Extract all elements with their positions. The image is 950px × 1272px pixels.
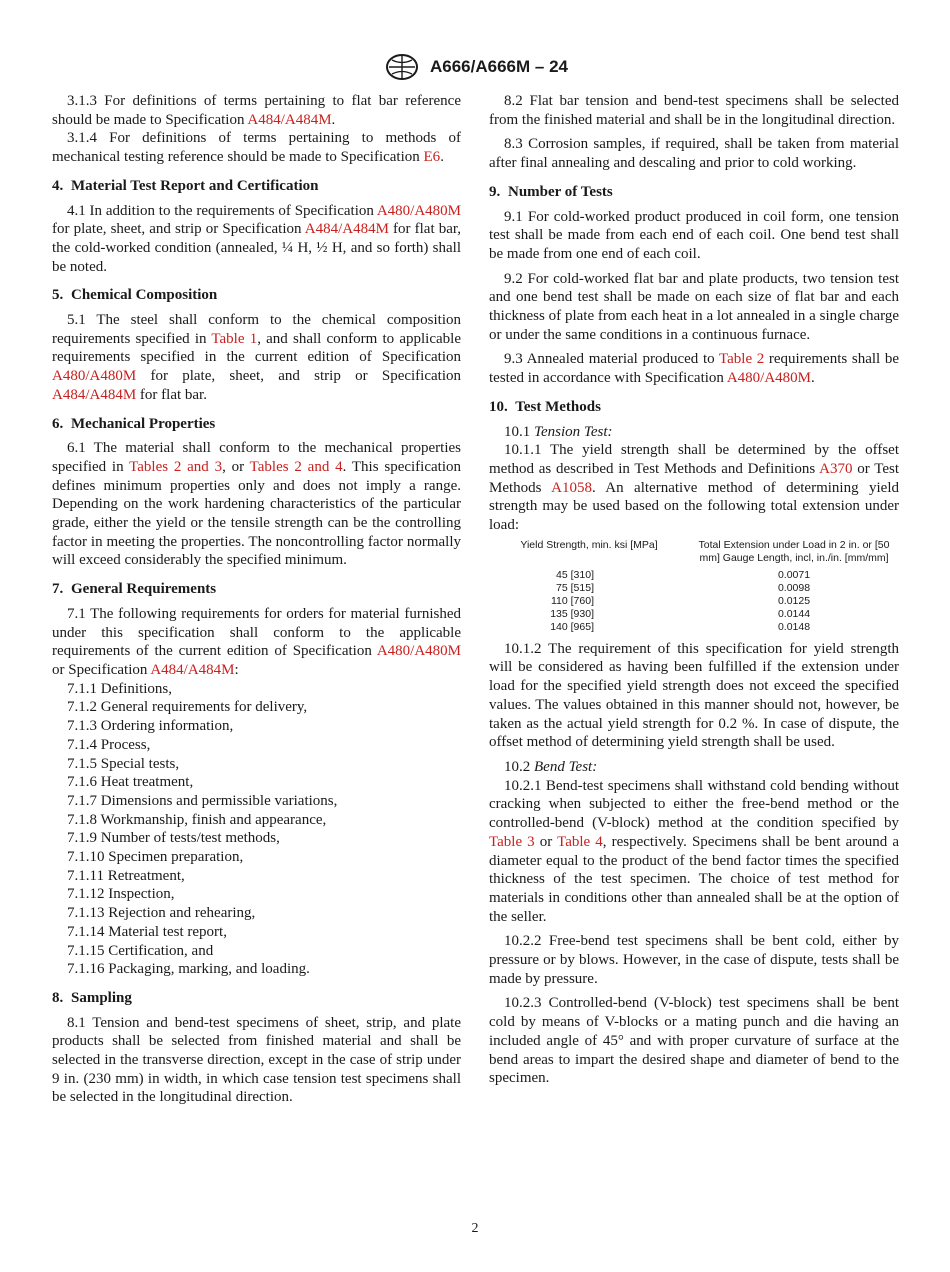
list-item: 7.1.8 Workmanship, finish and appearance, bbox=[67, 811, 327, 828]
col-header-extension: Total Extension under Load in 2 in. or [50 mm] Gauge Length, incl, in./in. [mm/mm] bbox=[698, 538, 890, 564]
link-tables-2-4[interactable]: Tables 2 and 4 bbox=[249, 458, 343, 475]
link-a484[interactable]: A484/A484M bbox=[304, 221, 389, 238]
requirements-list bbox=[52, 680, 461, 979]
heading-section-9: 9. Number of Tests bbox=[489, 183, 613, 200]
para-4-1: 4.1 In addition to the requirements of Specification A480/A480M for plate, sheet, and strip or Specification A484/A484M for flat bar, the cold-worked condition (annealed, ¼ H, ½ H, and so forth) shall be noted. bbox=[52, 202, 462, 275]
link-e6[interactable]: E6 bbox=[423, 149, 441, 166]
link-table-2[interactable]: Table 2 bbox=[719, 351, 765, 368]
heading-section-5: 5. Chemical Composition bbox=[52, 287, 218, 304]
list-item: 7.1.11 Retreatment, bbox=[67, 867, 185, 884]
list-item: 7.1.12 Inspection, bbox=[67, 886, 175, 903]
para-9-3: 9.3 Annealed material produced to Table 2 requirements shall be tested in accordance with Specification A480/A480M. bbox=[489, 351, 899, 387]
para-8-2: 8.2 Flat bar tension and bend-test specimens shall be selected from the finished material and shall be in the longitudinal direction. bbox=[489, 93, 899, 128]
para-9-1: 9.1 For cold-worked product produced in coil form, one tension test shall be made from each end of each coil. One bend test shall be made from one end of each coil. bbox=[489, 208, 899, 262]
para-10-1-1: 10.1.1 The yield strength shall be determined by the offset method as described in Test Methods and Definitions A370 or Test Methods A1058. An alternative method of determining yield strength may be used based on the following total extension under load: bbox=[489, 442, 899, 534]
link-a484[interactable]: A484/A484M bbox=[247, 111, 332, 128]
para-8-3: 8.3 Corrosion samples, if required, shall be taken from material after final annealing and descaling and prior to cold working. bbox=[489, 136, 899, 172]
page-number: 2 bbox=[471, 1221, 479, 1236]
list-item: 7.1.2 General requirements for delivery, bbox=[67, 699, 308, 716]
table-row: 140 [965] 0.0148 bbox=[550, 620, 811, 633]
link-a484[interactable]: A484/A484M bbox=[52, 386, 137, 403]
para-10-2-2: 10.2.2 Free-bend test specimens shall be bent cold, either by pressure or by blows. However, in the case of dispute, tests shall be made by pressure. bbox=[489, 933, 899, 987]
list-item: 7.1.9 Number of tests/test methods, bbox=[67, 830, 280, 847]
para-10-1: 10.1 Tension Test: bbox=[504, 423, 613, 440]
list-item: 7.1.7 Dimensions and permissible variations, bbox=[67, 792, 338, 809]
para-8-1: 8.1 Tension and bend-test specimens of sheet, strip, and plate products shall be selected from finished material and shall be selected in the transverse direction, except in the case of strip under 9 in. (230 mm) in width, in which case tension test specimens shall be selected in the longitudinal direction. bbox=[52, 1014, 461, 1106]
link-a370[interactable]: A370 bbox=[819, 460, 853, 477]
table-row: 135 [930] 0.0144 bbox=[550, 607, 811, 620]
link-a480[interactable]: A480/A480M bbox=[376, 202, 461, 219]
astm-logo-icon bbox=[382, 52, 422, 82]
para-10-2: 10.2 Bend Test: bbox=[504, 758, 598, 775]
link-a480[interactable]: A480/A480M bbox=[376, 643, 461, 660]
extension-table bbox=[489, 539, 899, 634]
para-10-2-3: 10.2.3 Controlled-bend (V-block) test specimens shall be bent cold by means of V-blocks or a mating punch and die having an included angle of 45° and with proper curvature of surface at the bend areas to impart the desired shape and diameter of bend to the specimen. bbox=[489, 995, 899, 1087]
para-10-2-1: 10.2.1 Bend-test specimens shall withstand cold bending without cracking when subjected to either the free-bend method or the controlled-bend (V-block) method at the condition specified by Table 3 or Table 4, respectively. Specimens shall be bent around a diameter equal to the product of the bend factor times the specified thickness of the test specimen. The choice of test method for materials in conditions other than annealed shall be at the option of the seller. bbox=[489, 777, 899, 925]
table-row: 45 [310] 0.0071 bbox=[556, 568, 811, 581]
heading-section-4: 4. Material Test Report and Certification bbox=[52, 177, 319, 194]
list-item: 7.1.4 Process, bbox=[67, 736, 151, 753]
left-column bbox=[52, 92, 461, 1113]
list-item: 7.1.3 Ordering information, bbox=[67, 718, 234, 735]
page-header bbox=[0, 52, 950, 82]
table-row: 75 [515] 0.0098 bbox=[556, 581, 811, 594]
link-table-1[interactable]: Table 1 bbox=[211, 330, 258, 347]
list-item: 7.1.1 Definitions, bbox=[67, 680, 172, 697]
heading-section-8: 8. Sampling bbox=[52, 989, 132, 1006]
para-6-1: 6.1 The material shall conform to the mechanical properties specified in Tables 2 and 3, or Tables 2 and 4. This specification defines minimum properties only and does not imply a range. Depending on the work hardening characteristics of the particular grade, either the yield or the tensile strength can be the controlling factor in meeting the properties. The noncontrolling factor normally will exceed considerably the specified minimum. bbox=[52, 440, 461, 569]
para-9-2: 9.2 For cold-worked flat bar and plate products, two tension test and one bend test shall be made on each size of flat bar and each thickness of plate from each heat in a lot annealed in a single charge or under the same conditions in a continuous furnace. bbox=[489, 270, 899, 343]
para-3-1-3: 3.1.3 For definitions of terms pertaining to flat bar reference should be made to Specification A484/A484M. bbox=[52, 93, 461, 128]
link-a480[interactable]: A480/A480M bbox=[52, 368, 137, 385]
link-a1058[interactable]: A1058 bbox=[551, 479, 592, 496]
list-item: 7.1.6 Heat treatment, bbox=[67, 774, 194, 791]
para-7-1: 7.1 The following requirements for orders for material furnished under this specification shall conform to the applicable requirements of the current edition of Specification A480/A480M or Specification A484/A484M: bbox=[52, 605, 461, 678]
list-item: 7.1.13 Rejection and rehearing, bbox=[67, 905, 256, 922]
para-10-1-2: 10.1.2 The requirement of this specification for yield strength will be considered as having been fulfilled if the extension under load for the specified yield strength does not exceed the specified values. The values obtained in this manner should not, however, be taken as the actual yield strength for 0.2 %. In case of dispute, the offset method of determining yield strength shall be used. bbox=[489, 640, 899, 751]
heading-section-10: 10. Test Methods bbox=[489, 398, 601, 415]
right-column bbox=[489, 92, 899, 1094]
heading-section-6: 6. Mechanical Properties bbox=[52, 415, 216, 432]
list-item: 7.1.10 Specimen preparation, bbox=[67, 849, 244, 866]
link-table-4[interactable]: Table 4 bbox=[557, 833, 603, 850]
list-item: 7.1.14 Material test report, bbox=[67, 923, 227, 940]
heading-section-7: 7. General Requirements bbox=[52, 581, 217, 598]
link-tables-2-3[interactable]: Tables 2 and 3 bbox=[129, 458, 223, 475]
col-header-yield: Yield Strength, min. ksi [MPa] bbox=[520, 538, 658, 551]
list-item: 7.1.5 Special tests, bbox=[67, 755, 180, 772]
link-table-3[interactable]: Table 3 bbox=[489, 833, 535, 850]
para-5-1: 5.1 The steel shall conform to the chemical composition requirements specified in Table 1, and shall conform to applicable requirements specified in the current edition of Specification A480/A480M for plate, sheet, and strip or Specification A484/A484M for flat bar. bbox=[52, 312, 461, 403]
list-item: 7.1.16 Packaging, marking, and loading. bbox=[67, 961, 310, 978]
link-a484[interactable]: A484/A484M bbox=[150, 661, 235, 678]
list-item: 7.1.15 Certification, and bbox=[67, 942, 214, 959]
link-a480[interactable]: A480/A480M bbox=[726, 370, 811, 387]
table-row: 110 [760] 0.0125 bbox=[550, 594, 811, 607]
para-3-1-4: 3.1.4 For definitions of terms pertaining to methods of mechanical testing reference should be made to Specification E6. bbox=[52, 130, 461, 166]
standard-designation: A666/A666M – 24 bbox=[430, 57, 568, 76]
